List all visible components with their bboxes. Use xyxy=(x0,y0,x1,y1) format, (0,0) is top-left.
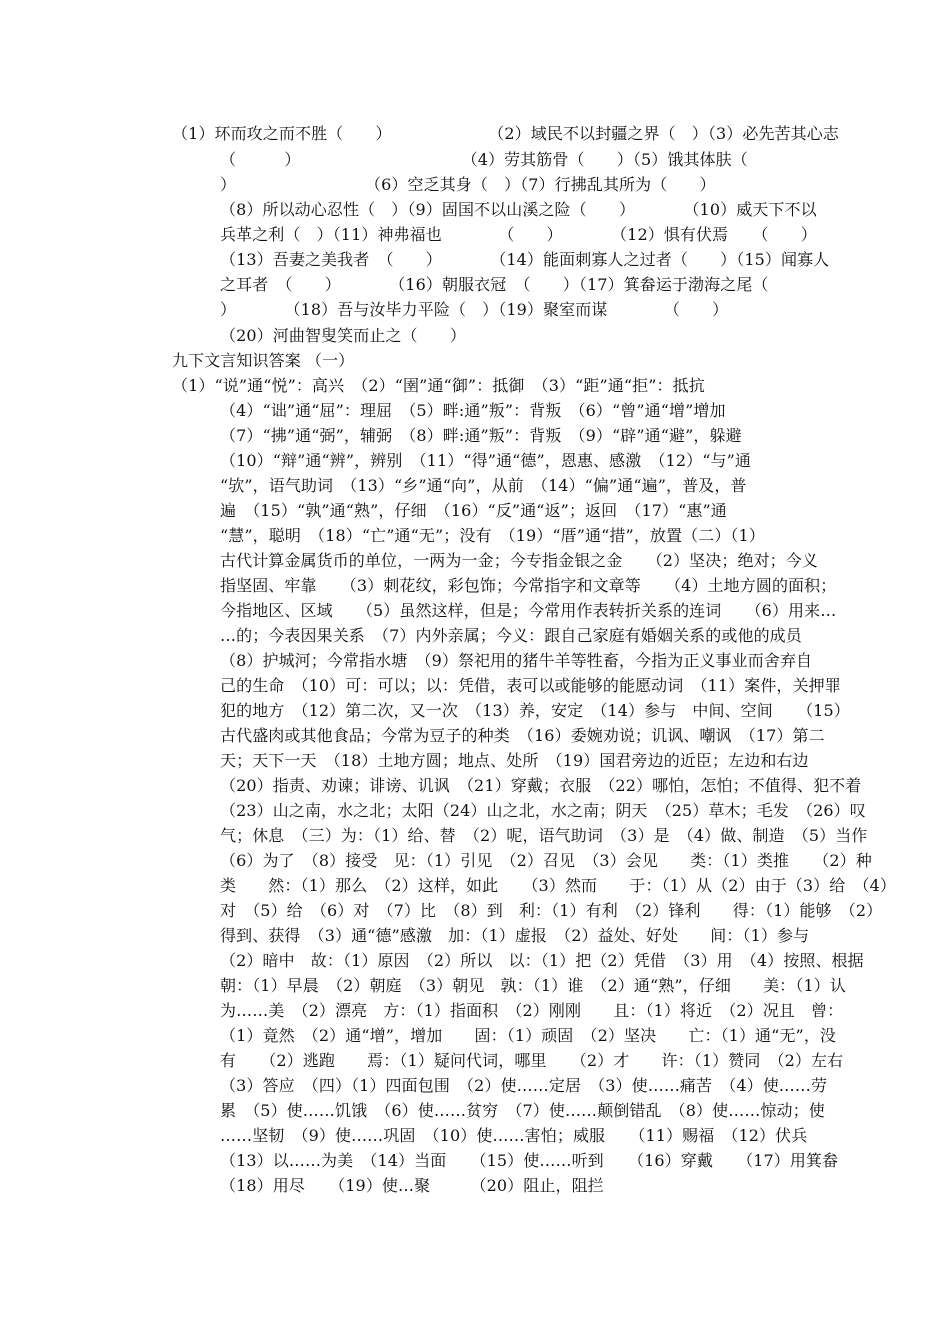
answer-line: 古代计算金属货币的单位，一两为一金；今专指金银之金 （2）坚决；绝对；今义 xyxy=(220,551,818,570)
exercise-line: （13）吾妻之美我者 （ ） （14）能面刺寡人之过者（ ）（15）闻寡人 xyxy=(220,250,830,269)
exercise-line: ） （6）空乏其身（ ）（7）行拂乱其所为（ ） xyxy=(220,175,716,194)
answer-line: ……坚韧 （9）使……巩固 （10）使……害怕；威服 （11）赐福 （12）伏兵 xyxy=(220,1126,808,1145)
answer-line: 累 （5）使……饥饿 （6）使……贫穷 （7）使……颠倒错乱 （8）使……惊动；使 xyxy=(220,1101,825,1120)
answer-line: 对 （5）给 （6）对 （7）比 （8）到 利：（1）有利 （2）锋利 得：（1）能够 （2） xyxy=(220,901,883,920)
answer-line: 得到、获得 （3）通“德”感激 加：（1）虚报 （2）益处、好处 间：（1）参与 xyxy=(220,926,810,945)
answer-line: 天；天下一天 （18）土地方圆；地点、处所 （19）国君旁边的近臣；左边和右边 xyxy=(220,751,809,770)
answer-line: 为……美 （2）漂亮 方：（1）指面积 （2）刚刚 且：（1）将近 （2）况且 曾： xyxy=(220,1001,844,1020)
exercise-line: （ ） （4）劳其筋骨（ ）（5）饿其体肤（ xyxy=(220,150,748,169)
answer-line: 遍 （15）“孰”通“熟”，仔细 （16）“反”通“返”；返回 （17）“惠”通 xyxy=(220,501,727,520)
answer-line: （23）山之南，水之北；太阳（24）山之北，水之南；阴天 （25）草木；毛发 （26）叹 xyxy=(220,801,866,820)
exercise-line: 兵革之利（ ）（11）神弗福也 （ ） （12）惧有伏焉 （ ） xyxy=(220,225,817,244)
answer-line: 气；休息 （三）为：（1）给、替 （2）呢，语气助词 （3）是 （4）做、制造 （5）当作 xyxy=(220,826,868,845)
answer-line: （6）为了 （8）接受 见：（1）引见 （2）召见 （3）会见 类：（1）类推 （2）种 xyxy=(220,851,872,870)
exercise-line: ） （18）吾与汝毕力平险（ ）（19）聚室而谋 （ ） xyxy=(220,300,729,319)
answer-line: 犯的地方 （12）第二次，又一次 （13）养，安定 （14）参与 中间、空间 （15） xyxy=(220,701,850,720)
answer-line: （20）指责、劝谏；诽谤、讥讽 （21）穿戴；衣服 （22）哪怕，怎怕；不值得、犯不着 xyxy=(220,776,862,795)
answer-line: 有 （2）逃跑 焉：（1）疑问代词，哪里 （2）才 许：（1）赞同 （2）左右 xyxy=(220,1051,844,1070)
answer-line: （1）竟然 （2）通“增”，增加 固：（1）顽固 （2）坚决 亡：（1）通“无”，没 xyxy=(220,1026,837,1045)
answer-line: 类 然：（1）那么 （2）这样，如此 （3）然而 于：（1）从（2）由于（3）给 （4） xyxy=(220,876,896,895)
answer-line: 朝：（1）早晨 （2）朝庭 （3）朝见 孰：（1）谁 （2）通“熟”，仔细 美：（1）认 xyxy=(220,976,846,995)
answer-line: （2）暗中 故：（1）原因 （2）所以 以：（1）把（2）凭借 （3）用 （4）按照、根据 xyxy=(220,951,864,970)
answer-line: “欤”，语气助词 （13）“乡”通“向”，从前 （14）“偏”通“遍”，普及，普 xyxy=(220,476,747,495)
answer-line: （13）以……为美 （14）当面 （15）使……听到 （16）穿戴 （17）用箕畚 xyxy=(220,1151,839,1170)
exercise-line: 之耳者 （ ） （16）朝服衣冠 （ ）（17）箕畚运于渤海之尾（ xyxy=(220,275,769,294)
answer-line: 指坚固、牢靠 （3）刺花纹，彩包饰；今常指字和文章等 （4）土地方圆的面积； xyxy=(220,576,837,595)
answer-line: （1）“说”通“悦”：高兴 （2）“圉”通“御”：抵御 （3）“距”通“拒”：抵抗 xyxy=(172,376,705,395)
exercise-line: （1）环而攻之而不胜（ ） （2）域民不以封疆之界（ ）（3）必先苦其心志 xyxy=(172,124,839,143)
answer-line: （3）答应 （四）（1）四面包围 （2）使……定居 （3）使……痛苦 （4）使……劳 xyxy=(220,1076,828,1095)
answer-line: （10）“辩”通“辨”，辨别 （11）“得”通“德”，恩惠、感激 （12）“与”通 xyxy=(220,451,751,470)
answer-line: （18）用尽 （19）使…聚 （20）阻止，阻拦 xyxy=(220,1176,604,1195)
answers-title: 九下文言知识答案 （一） xyxy=(172,351,355,370)
answer-line: …的；今表因果关系 （7）内外亲属；今义：跟自己家庭有婚姻关系的或他的成员 xyxy=(220,626,802,645)
answer-line: 己的生命 （10）可：可以；以：凭借，表可以或能够的能愿动词 （11）案件，关押罪 xyxy=(220,676,841,695)
exercise-line: （8）所以动心忍性（ ）（9）固国不以山溪之险（ ） （10）威天下不以 xyxy=(220,200,817,219)
answer-line: “慧”，聪明 （18）“亡”通“无”；没有 （19）“厝”通“措”，放置（二）（1） xyxy=(220,526,765,545)
answer-line: （7）“拂”通“弼”，辅弼 （8）畔:通”叛”：背叛 （9）“辟”通“避”，躲避 xyxy=(220,426,742,445)
answer-line: （4）“诎”通“屈”：理屈 （5）畔:通”叛”：背叛 （6）“曾”通“增”增加 xyxy=(220,401,726,420)
answer-line: 古代盛肉或其他食品；今常为豆子的种类 （16）委婉劝说；讥讽、嘲讽 （17）第二 xyxy=(220,726,825,745)
answer-line: 今指地区、区域 （5）虽然这样，但是；今常用作表转折关系的连词 （6）用来… xyxy=(220,601,837,620)
answer-line: （8）护城河；今常指水塘 （9）祭祀用的猪牛羊等牲畜，今指为正义事业而舍弃自 xyxy=(220,651,813,670)
exercise-line: （20）河曲智叟笑而止之（ ） xyxy=(220,326,466,345)
